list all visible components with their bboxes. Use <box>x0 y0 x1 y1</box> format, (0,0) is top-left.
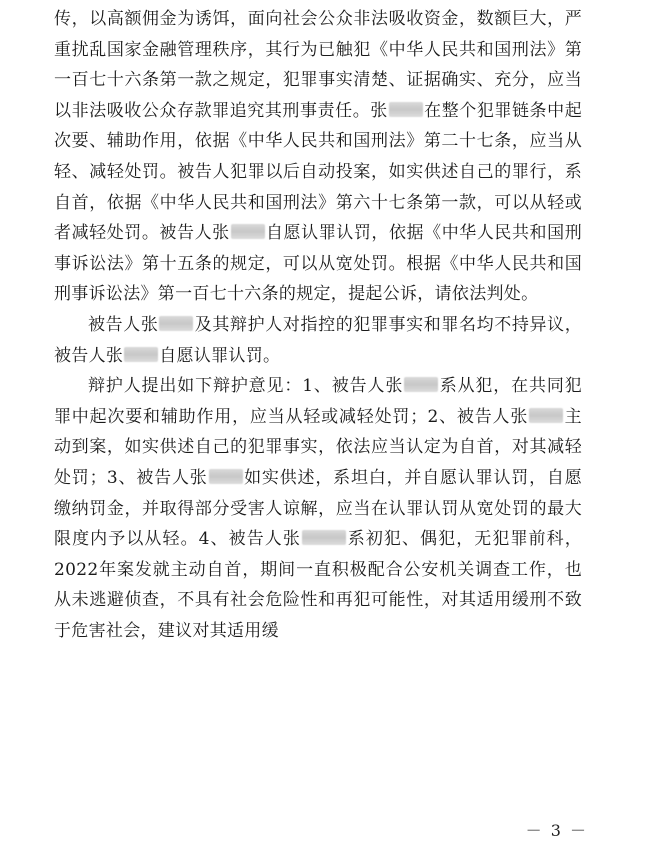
text-segment: 如实供述，系坦白，并自愿认罪认罚，自愿缴纳罚金，并取得部分受害人谅解，应当在认罪认罚从宽处罚的最大限度内予以从轻。4、被告人张 <box>54 467 583 550</box>
text-segment: 系初犯、偶犯，无犯罪前科，2022年案发就主动自首，期间一直积极配合公安机关调查工作，也从未逃避侦查，不具有社会危险性和再犯可能性，对其适用缓刑不致于危害社会，建议对其适用缓 <box>54 529 583 641</box>
text-segment: 系从犯，在共同犯罪中起次要和辅助作用，应当从轻或减轻处罚；2、被告人张 <box>54 376 582 427</box>
paragraph-indictment <box>54 4 582 310</box>
redaction-mark <box>159 316 193 331</box>
text-segment: 辩护人提出如下辩护意见：1、被告人张 <box>88 376 404 397</box>
redaction-mark <box>404 377 438 392</box>
text-segment: 自愿认罪认罚。 <box>159 345 281 366</box>
redaction-mark <box>389 102 423 117</box>
text-segment: 被告人张 <box>88 314 159 335</box>
text-segment: 主动到案，如实供述自己的犯罪事实，依法应当认定为自首，对其减轻处罚；3、被告人张 <box>54 406 582 488</box>
text-segment: 传，以高额佣金为诱饵，面向社会公众非法吸收资金，数额巨大，严重扰乱国家金融管理秩序，其行为已触犯《中华人民共和国刑法》第一百七十六条第一款之规定，犯罪事实清楚、证据确实、充分，应当以非法吸收公众存款罪追究其刑事责任。张 <box>54 9 582 121</box>
redaction-mark <box>231 224 265 239</box>
paragraph-defense-opinion <box>54 371 582 646</box>
redaction-mark <box>302 530 346 545</box>
page-number: － 3 － <box>525 821 588 840</box>
text-segment: 自愿认罪认罚，依据《中华人民共和国刑事诉讼法》第十五条的规定，可以从宽处罚。根据《中华人民共和国刑事诉讼法》第一百七十六条的规定，提起公诉，请依法判处。 <box>54 223 582 305</box>
document-body <box>54 4 582 646</box>
text-segment: 在整个犯罪链条中起次要、辅助作用，依据《中华人民共和国刑法》第二十七条，应当从轻、减轻处罚。被告人犯罪以后自动投案，如实供述自己的罪行，系自首，依据《中华人民共和国刑法》第六十七条第一款，可以从轻或者减轻处罚。被告人张 <box>54 100 582 244</box>
redaction-mark <box>124 347 158 362</box>
text-segment: 及其辩护人对指控的犯罪事实和罪名均不持异议，被告人张 <box>54 314 582 366</box>
paragraph-no-objection <box>54 310 582 371</box>
redaction-mark <box>209 469 243 484</box>
redaction-mark <box>529 408 563 423</box>
